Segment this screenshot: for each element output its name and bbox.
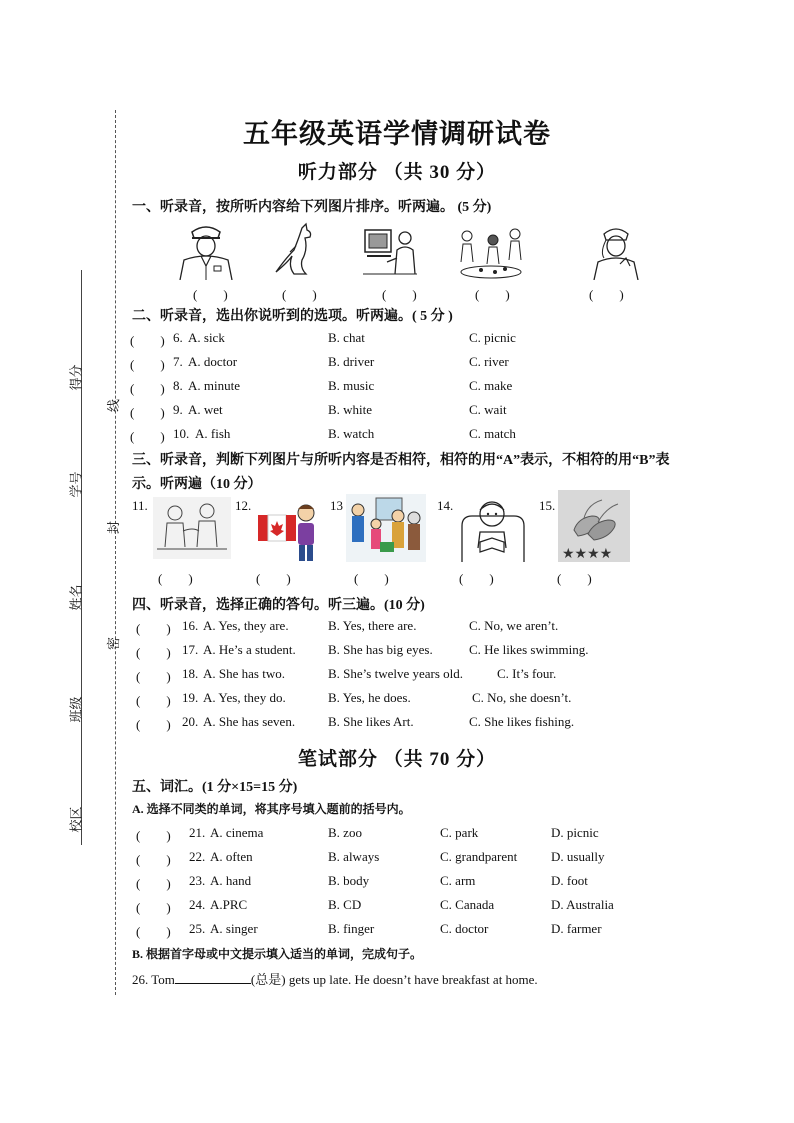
option-b: B. CD [328,897,362,912]
family-picnic-picture [455,222,529,280]
q26-blank[interactable] [175,971,251,984]
answer-paren[interactable]: ( ) [130,381,165,396]
answer-paren[interactable]: ( ) [136,669,171,684]
option-a: A. cinema [210,825,264,840]
answer-paren[interactable]: ( ) [130,405,165,420]
option-a: A. sick [188,330,225,345]
section1-answer-blank-5[interactable]: ( ) [589,287,624,302]
option-c: C. match [469,426,516,441]
option-b: B. music [328,378,375,393]
friends-chatting-picture [153,497,231,559]
option-a: A. Yes, they are. [203,618,289,633]
option-c: C. wait [469,402,507,417]
margin-dashed-line [115,110,116,995]
answer-paren[interactable]: ( ) [130,333,165,348]
option-a: A. She has two. [203,666,285,681]
option-b: B. She has big eyes. [328,642,433,657]
option-d: D. usually [551,849,605,864]
section3-answer-blank-15[interactable]: ( ) [557,571,592,586]
question-number: 23. [189,873,206,888]
question-number: 7. [173,354,183,369]
option-b: B. body [328,873,370,888]
option-c: C. doctor [440,921,489,936]
question-15-number: 15. [539,498,556,513]
answer-paren[interactable]: ( ) [136,621,171,636]
q26-rest: gets up late. He doesn’t have breakfast at home. [285,972,538,987]
section5-part-b-instruction: B. 根据首字母或中文提示填入适当的单词，完成句子。 [132,947,423,961]
section1-heading: 一、听录音，按所听内容给下列图片排序。听两遍。 (5 分) [132,200,492,215]
option-b: B. watch [328,426,375,441]
answer-paren[interactable]: ( ) [130,429,165,444]
option-c: C. Canada [440,897,495,912]
option-c: C. river [469,354,509,369]
score-label: 得分 [69,364,85,391]
option-c: C. It’s four. [497,666,557,681]
question-number: 25. [189,921,206,936]
answer-paren[interactable]: ( ) [130,357,165,372]
option-b: B. chat [328,330,365,345]
option-b: B. driver [328,354,375,369]
name-label: 姓名 [69,584,85,611]
police-officer-picture [174,222,238,280]
q26-hint: (总是) [250,972,286,987]
option-a: A. Yes, they do. [203,690,286,705]
page-title: 五年级英语学情调研试卷 [243,119,551,149]
option-b: B. She likes Art. [328,714,414,729]
section1-answer-blank-1[interactable]: ( ) [193,287,228,302]
option-a: A. He’s a student. [203,642,296,657]
section3-heading-line2: 示。听两遍（10 分） [132,477,262,492]
section2-heading: 二、听录音，选出你说听到的选项。听两遍。( 5 分 ) [132,309,453,324]
option-a: A. singer [210,921,258,936]
option-b: B. Yes, he does. [328,690,411,705]
question-number: 20. [182,714,199,729]
section5-heading: 五、词汇。(1 分×15=15 分) [132,780,298,795]
margin-mark-line: 线 [107,398,123,413]
section3-answer-blank-13[interactable]: ( ) [354,571,389,586]
question-number: 10. [173,426,190,441]
question-number: 22. [189,849,206,864]
option-c: C. park [440,825,479,840]
option-d: D. Australia [551,897,614,912]
nurse-picture [590,222,642,280]
question-13-number: 13 [330,498,343,513]
option-d: D. picnic [551,825,599,840]
question-number: 18. [182,666,199,681]
option-c: C. She likes fishing. [469,714,575,729]
answer-paren[interactable]: ( ) [136,645,171,660]
option-c: C. No, she doesn’t. [472,690,572,705]
option-b: B. always [328,849,380,864]
option-b: B. zoo [328,825,362,840]
option-a: A.PRC [210,897,248,912]
question-number: 6. [173,330,183,345]
section3-answer-blank-14[interactable]: ( ) [459,571,494,586]
margin-mark-seal: 封 [107,520,123,535]
option-d: D. farmer [551,921,602,936]
question-number: 8. [173,378,183,393]
question-number: 24. [189,897,206,912]
answer-paren[interactable]: ( ) [136,717,171,732]
option-d: D. foot [551,873,588,888]
boy-reading-picture [458,496,528,564]
option-c: C. picnic [469,330,516,345]
question-26 [132,969,538,988]
q26-lead: 26. Tom [132,972,175,987]
writing-header: 笔试部分 （共 70 分） [297,749,497,770]
option-b: B. finger [328,921,375,936]
family-group-picture [346,494,426,562]
kangaroo-picture [272,222,324,278]
question-number: 16. [182,618,199,633]
option-b: B. Yes, there are. [328,618,417,633]
answer-paren[interactable]: ( ) [136,924,171,939]
option-a: A. hand [210,873,252,888]
section5-part-a-instruction: A. 选择不同类的单词，将其序号填入题前的括号内。 [132,802,411,816]
section3-answer-blank-12[interactable]: ( ) [256,571,291,586]
question-number: 17. [182,642,199,657]
answer-paren[interactable]: ( ) [136,828,171,843]
student-id-label: 学号 [69,471,85,498]
svg-text:★★★★: ★★★★ [562,546,613,562]
section4-heading: 四、听录音，选择正确的答句。听三遍。(10 分) [132,598,425,613]
ballet-shoes-picture [558,490,630,562]
section3-heading-line1: 三、听录音，判断下列图片与所听内容是否相符，相符的用“A”表示，不相符的用“B”表 [132,453,670,468]
option-a: A. doctor [188,354,238,369]
option-c: C. He likes swimming. [469,642,589,657]
section1-answer-blank-3[interactable]: ( ) [382,287,417,302]
question-11-number: 11. [132,498,148,513]
option-c: C. No, we aren’t. [469,618,559,633]
question-number: 9. [173,402,183,417]
question-12-number: 12. [235,498,252,513]
option-a: A. She has seven. [203,714,296,729]
class-label: 班级 [69,696,85,723]
answer-paren[interactable]: ( ) [136,876,171,891]
section1-answer-blank-2[interactable]: ( ) [282,287,317,302]
option-a: A. often [210,849,253,864]
person-at-computer-picture [361,224,419,278]
answer-paren[interactable]: ( ) [136,852,171,867]
question-14-number: 14. [437,498,454,513]
option-c: C. make [469,378,513,393]
section1-answer-blank-4[interactable]: ( ) [475,287,510,302]
listening-header: 听力部分 （共 30 分） [297,162,497,183]
margin-mark-secret: 密 [107,636,123,651]
section3-answer-blank-11[interactable]: ( ) [158,571,193,586]
answer-paren[interactable]: ( ) [136,693,171,708]
option-a: A. wet [188,402,223,417]
option-a: A. fish [195,426,231,441]
option-c: C. arm [440,873,476,888]
option-b: B. She’s twelve years old. [328,666,464,681]
question-number: 19. [182,690,199,705]
option-b: B. white [328,402,373,417]
answer-paren[interactable]: ( ) [136,900,171,915]
campus-label: 校区 [69,806,85,833]
option-a: A. minute [188,378,240,393]
option-c: C. grandparent [440,849,518,864]
question-number: 21. [189,825,206,840]
canada-flag-boy-picture [256,501,322,563]
